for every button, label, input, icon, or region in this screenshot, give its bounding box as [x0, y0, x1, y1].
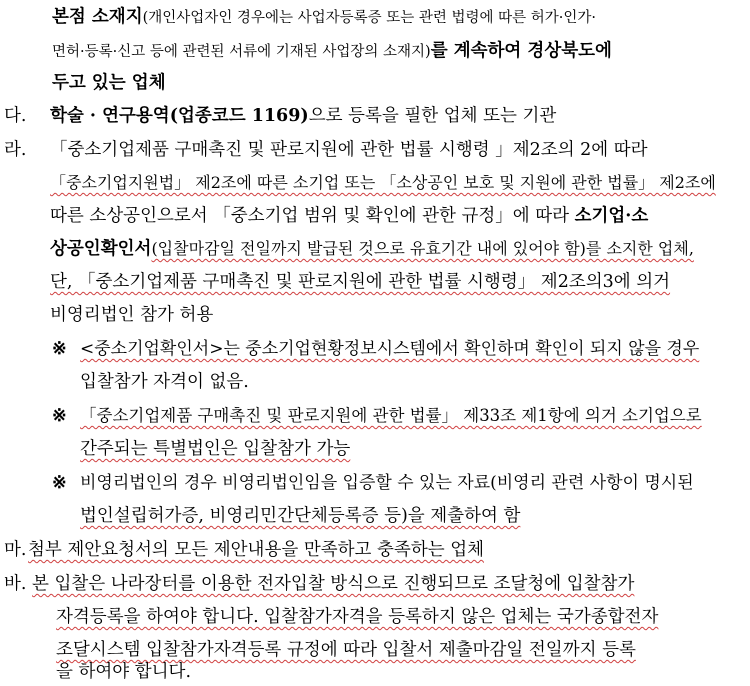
item-ra-text-4: (입찰마감일 전일까지 발급된 것으로 유효기간 내에 있어야 함)를 소지한 업체,	[151, 239, 694, 258]
note-2-mark: ※	[52, 406, 67, 426]
item-ra-line-6	[50, 303, 213, 329]
item-ra-line-2	[50, 171, 716, 197]
item-ma	[4, 538, 484, 564]
note-1-line-1	[52, 337, 699, 363]
head-office-label: 본점 소재지	[52, 7, 143, 27]
item-ra-marker: 라.	[4, 140, 27, 160]
continuation-line-3	[52, 71, 166, 97]
note-3-mark: ※	[52, 473, 67, 493]
item-ba-text-4: 을 하여야 합니다.	[56, 662, 192, 682]
note-3-line-1	[52, 471, 694, 497]
item-ra-text-2: 「중소기업지원법」 제2조에 따른 소기업 또는 「소상공인 보호 및 지원에 관한 법률」 제2조에	[50, 173, 716, 192]
item-ba-text-3: 조달시스템 입찰참가자격등록 규정에 따라 입찰서 제출마감일 전일까지 등록	[56, 640, 636, 660]
item-ba-line-1	[4, 572, 634, 598]
item-ra-text-5: 단, 「중소기업제품 구매촉진 및 판로지원에 관한 법률 시행령」 제2조의3에 의거	[50, 272, 671, 292]
note-1-text-2: 입찰참가 자격이 없음.	[80, 372, 249, 392]
head-office-note-cont: 면허·등록·신고 등에 관련된 서류에 기재된 사업장의 소재지)	[52, 44, 431, 60]
item-ba-line-2	[56, 605, 658, 631]
item-ra-text-3: 따른 소상공인으로서 「중소기업 범위 및 확인에 관한 규정」에 따라	[50, 206, 575, 226]
item-ra-line-3	[50, 204, 648, 230]
continuation-line-2	[52, 39, 612, 65]
item-ma-text: 첨부 제안요청서의 모든 제안내용을 만족하고 충족하는 업체	[28, 540, 484, 560]
continuation-line-1	[52, 5, 596, 31]
item-da-text: 으로 등록을 필한 업체 또는 기관	[308, 106, 557, 126]
item-ra-bold-2: 상공인확인서	[50, 239, 152, 259]
item-ra-line-5	[50, 270, 670, 296]
note-3-text-1: 비영리법인의 경우 비영리법인임을 입증할 수 있는 자료(비영리 관련 사항이 명시된	[80, 473, 694, 493]
item-da-marker: 다.	[4, 106, 27, 126]
item-ra-text-6: 비영리법인 참가 허용	[50, 305, 214, 325]
item-ra-bold-1: 소기업·소	[574, 206, 649, 226]
item-ba-text-1: 본 입찰은 나라장터를 이용한 전자입찰 방식으로 진행되므로 조달청에 입찰참가	[32, 574, 635, 594]
note-2-line-2	[80, 437, 350, 463]
note-1-line-2	[80, 370, 249, 396]
item-ba-line-4	[56, 660, 191, 686]
item-ra-line-4	[50, 237, 694, 263]
continuation-end: 두고 있는 업체	[52, 73, 166, 93]
item-ba-text-2: 자격등록을 하여야 합니다. 입찰참가자격을 등록하지 않은 업체는 국가종합전자	[56, 607, 659, 627]
note-1-mark: ※	[52, 339, 67, 359]
note-2-text-1: 「중소기업제품 구매촉진 및 판로지원에 관한 법률」 제33조 제1항에 의거 소기업으로	[80, 406, 702, 425]
item-da	[4, 104, 556, 130]
item-ba-marker: 바.	[4, 574, 27, 594]
note-2-line-1	[52, 404, 702, 430]
item-ra-text-1: 「중소기업제품 구매촉진 및 판로지원에 관한 법률 시행령 」제2조의 2에 따라	[50, 140, 648, 160]
gyeongbuk-requirement: 를 계속하여 경상북도에	[430, 41, 612, 61]
note-2-text-2: 간주되는 특별법인은 입찰참가 가능	[80, 439, 351, 459]
note-1-text-1: <중소기업확인서>는 중소기업현황정보시스템에서 확인하며 확인이 되지 않을 경우	[80, 339, 700, 359]
item-da-bold: 학술 · 연구용역(업종코드 1169)	[50, 106, 309, 126]
item-ra-line-1	[4, 138, 648, 164]
head-office-note: (개인사업자인 경우에는 사업자등록증 또는 관련 법령에 따른 허가·인가·	[142, 10, 596, 26]
note-3-text-2: 법인설립허가증, 비영리민간단체등록증 등)을 제출하여 함	[80, 506, 521, 526]
note-3-line-2	[80, 504, 520, 530]
item-ma-marker: 마.	[4, 540, 27, 560]
